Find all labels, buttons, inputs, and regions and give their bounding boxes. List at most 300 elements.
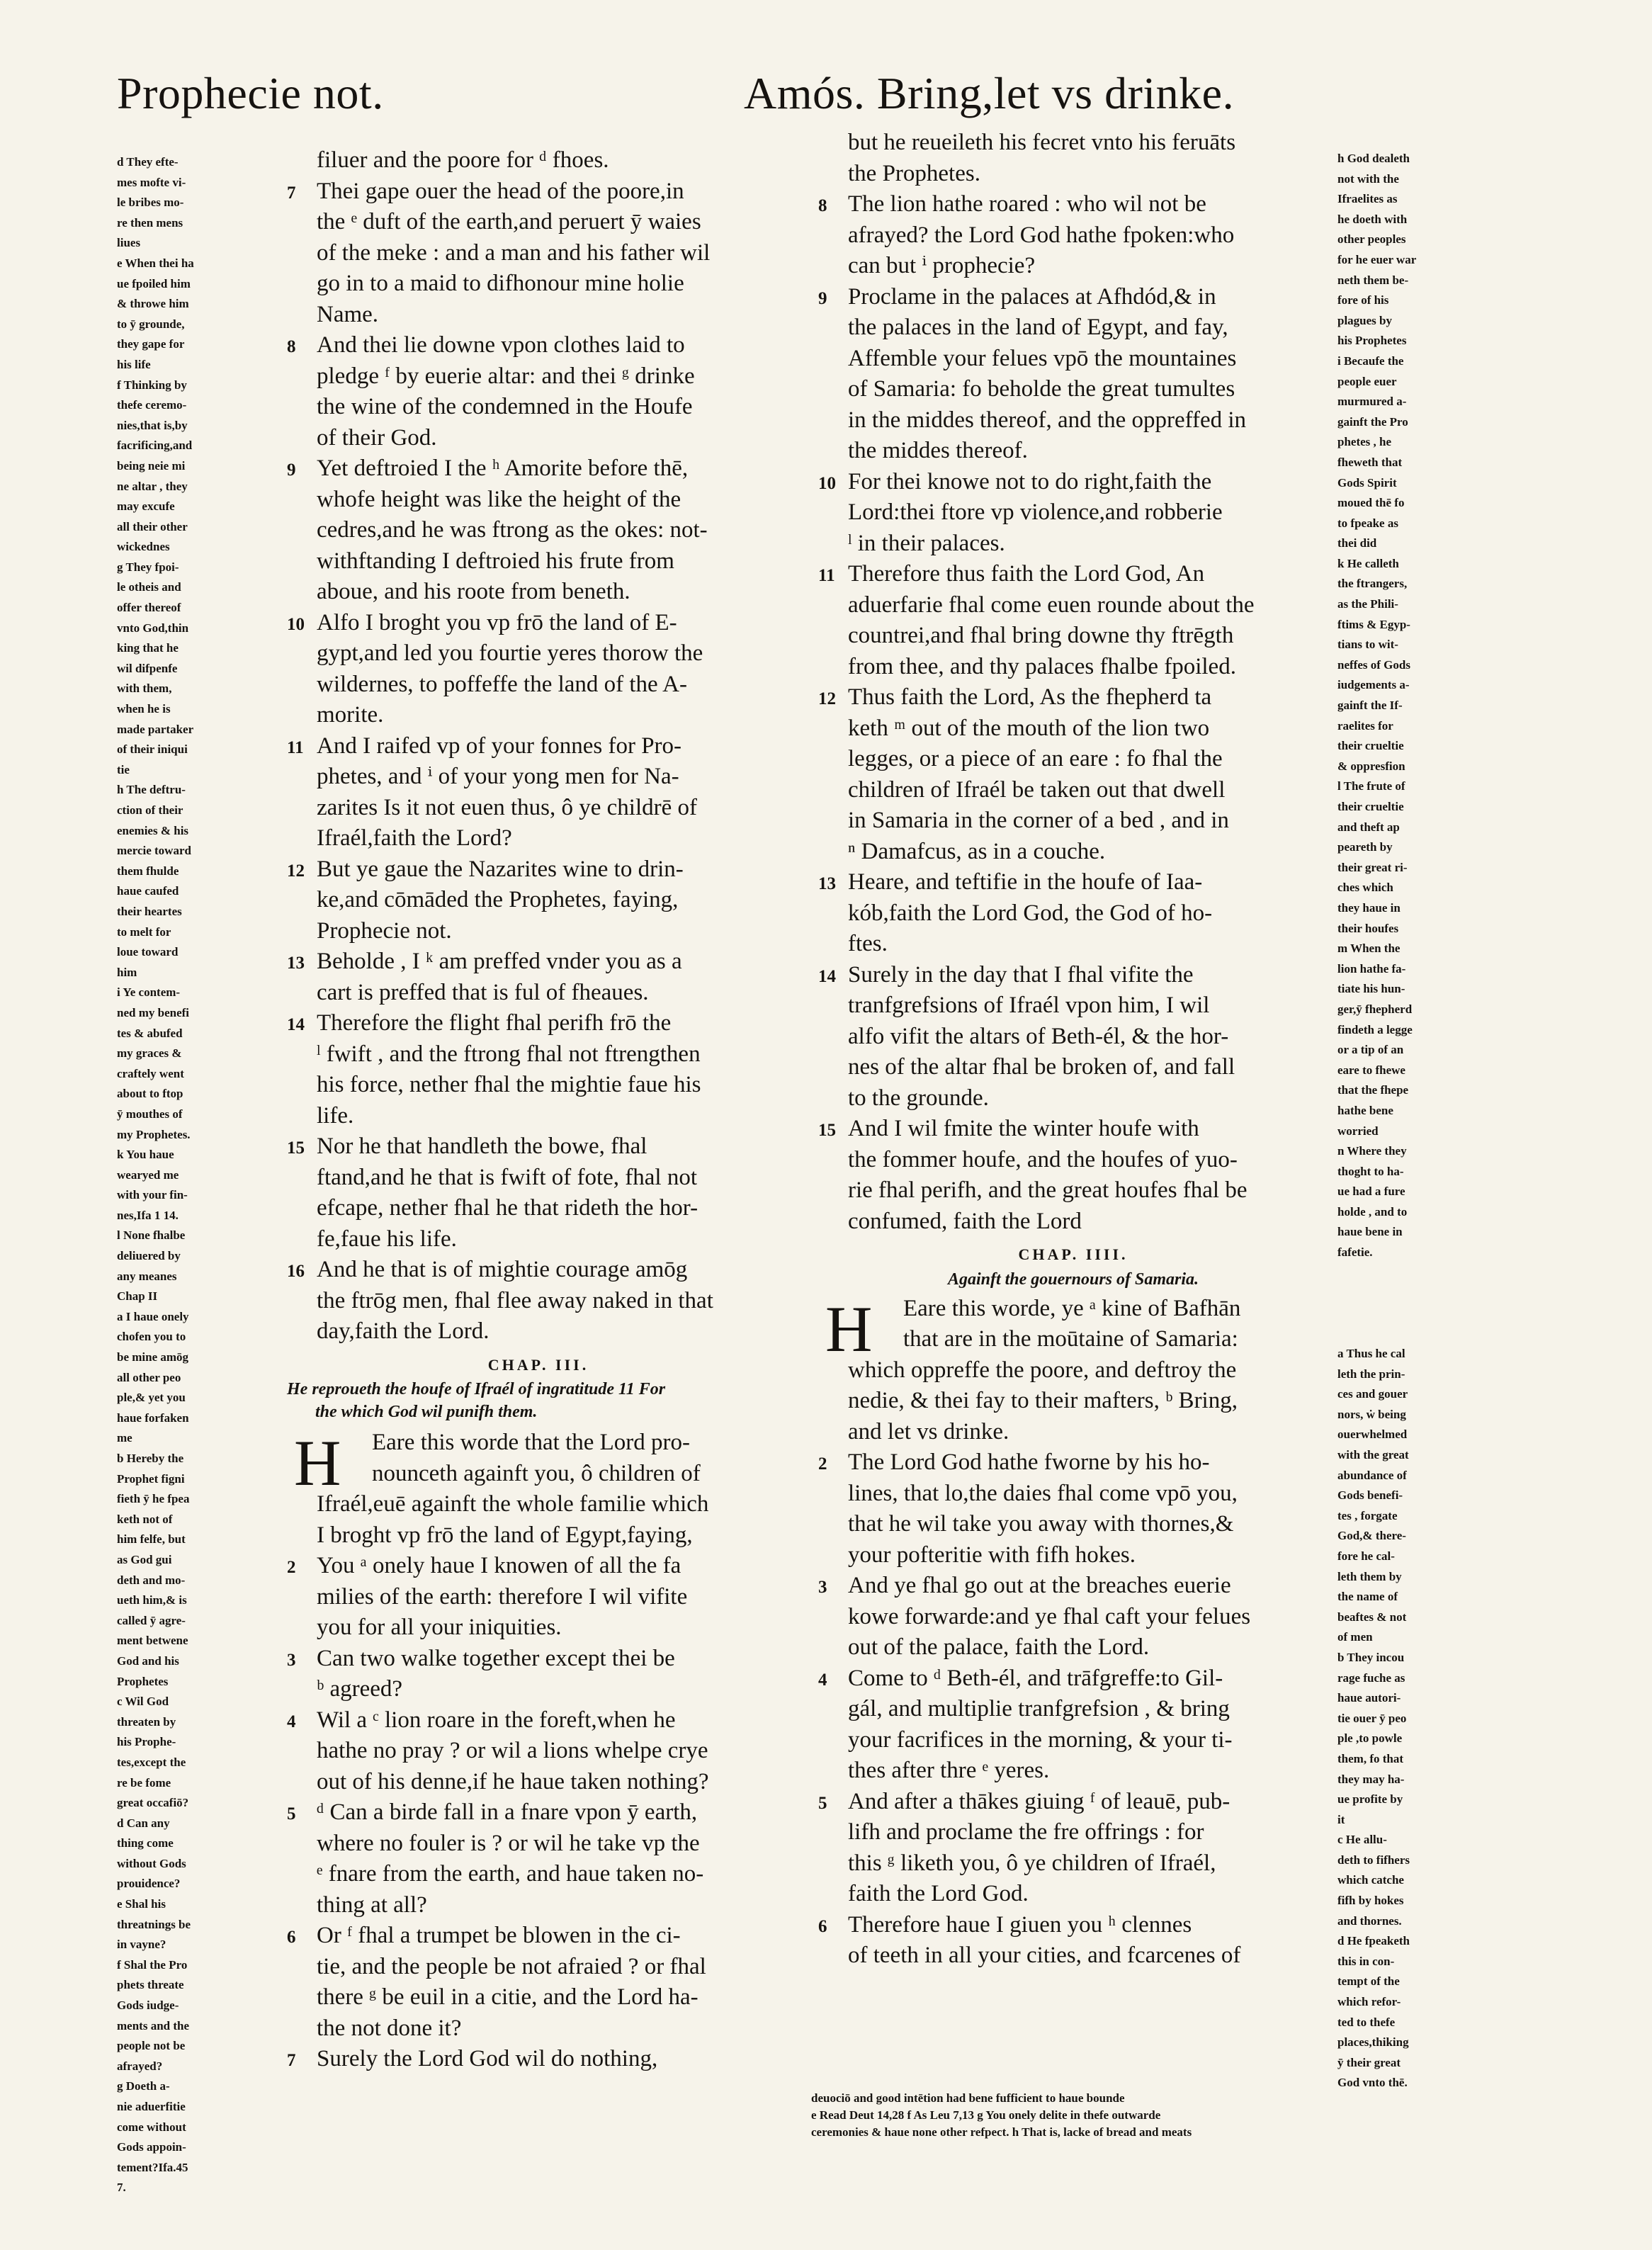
verse-number: 5 <box>818 1793 827 1813</box>
verse-text: gypt,and led you fourtie yeres thorow the <box>317 640 703 666</box>
verse-text: ⁿ Damafcus, as in a couche. <box>848 838 1106 864</box>
verse-text: phetes, and ⁱ of your yong men for Na- <box>317 764 679 789</box>
verse-text: nedie, & thei fay to their mafters, ᵇ Bring, <box>848 1388 1238 1413</box>
verse-line <box>287 762 790 793</box>
verse-text: gál, and multiplie tranfgrefsion , & bring <box>848 1696 1230 1722</box>
running-head-left: Prophecie not. <box>117 68 384 118</box>
gloss-line: to melt for <box>117 925 171 939</box>
verse-text: his force, nether fhal the mightie faue his <box>317 1072 701 1097</box>
footnote-line: e Read Deut 14,28 f As Leu 7,13 g You onely delite in thefe outwarde <box>811 2108 1161 2122</box>
gloss-line: hathe bene <box>1337 1103 1393 1117</box>
gloss-line: a Thus he cal <box>1337 1347 1405 1361</box>
verse-text: ke,and cōmāded the Prophetes, faying, <box>317 887 679 912</box>
verse-line <box>818 1022 1328 1053</box>
gloss-line: re then mens <box>117 215 183 230</box>
verse-line <box>818 1602 1328 1633</box>
gloss-line: with the great <box>1337 1448 1409 1462</box>
gloss-line: thei did <box>1337 536 1377 550</box>
verse-text: the palaces in the land of Egypt, and fay, <box>848 315 1228 340</box>
gloss-line: ne altar , they <box>117 479 188 493</box>
gloss-line: with your fin- <box>117 1188 188 1202</box>
verse-text: where no fouler is ? or wil he take vp the <box>317 1830 700 1856</box>
right-text-column <box>818 128 1328 2090</box>
amos-2-text <box>287 145 790 1347</box>
verse-text: wildernes, to poffeffe the land of the A- <box>317 671 687 697</box>
gloss-line: their crueltie <box>1337 739 1404 753</box>
verse-text: Eare this worde, ye ᵃ kine of Bafhān <box>903 1295 1241 1321</box>
verse-line <box>818 1940 1328 1972</box>
verse-number: 9 <box>818 288 827 308</box>
verse-line <box>818 867 1328 898</box>
gloss-line: which refor- <box>1337 1995 1401 2009</box>
verse-number: 5 <box>287 1804 296 1824</box>
verse-line <box>818 682 1328 713</box>
gloss-line: d He fpeaketh <box>1337 1934 1410 1948</box>
gloss-line: them, fo that <box>1337 1751 1404 1765</box>
gloss-line: me <box>117 1431 132 1445</box>
verse-line <box>818 1145 1328 1176</box>
verse-text: Come to ᵈ Beth-él, and trāfgreffe:to Gil- <box>848 1665 1223 1691</box>
verse-line <box>287 916 790 947</box>
verse-line <box>287 1674 790 1705</box>
verse-text: hathe no pray ? or wil a lions whelpe crye <box>317 1738 708 1763</box>
verse-line <box>287 1070 790 1101</box>
gloss-line: when he is <box>117 702 171 716</box>
verse-line <box>287 1316 790 1347</box>
verse-text: the not done it? <box>317 2015 462 2041</box>
gloss-line: tiate his hun- <box>1337 982 1405 996</box>
gloss-line: called ȳ agre- <box>117 1613 186 1627</box>
gloss-line: h The deftru- <box>117 783 186 797</box>
verse-number: 3 <box>287 1650 296 1670</box>
gloss-line: loue toward <box>117 945 179 959</box>
gloss-line: tes & abufed <box>117 1026 183 1040</box>
verse-line <box>287 2013 790 2045</box>
verse-line <box>818 1540 1328 1571</box>
gloss-line: murmured a- <box>1337 395 1407 409</box>
gloss-line: tians to wit- <box>1337 638 1398 652</box>
verse-text: Lord:thei ftore vp violence,and robberie <box>848 499 1223 525</box>
gloss-line: this in con- <box>1337 1954 1395 1968</box>
gloss-line: moued thē fo <box>1337 496 1405 510</box>
gloss-line: and thornes. <box>1337 1913 1402 1928</box>
verse-text: keth ᵐ out of the mouth of the lion two <box>848 715 1210 741</box>
verse-text: afrayed? the Lord God hathe fpoken:who <box>848 222 1235 248</box>
gloss-line: fieth ȳ he fpea <box>117 1492 190 1506</box>
gloss-line: i Ye contem- <box>117 985 181 1000</box>
verse-text: milies of the earth: therefore I wil vifite <box>317 1583 688 1610</box>
gloss-line: threaten by <box>117 1714 176 1729</box>
verse-text: Proclame in the palaces at Afhdód,& in <box>848 283 1216 310</box>
gloss-line: Gods iudge- <box>117 1999 179 2013</box>
gloss-line: all other peo <box>117 1370 181 1384</box>
gloss-line: people not be <box>117 2039 186 2053</box>
gloss-line: they gape for <box>117 337 185 351</box>
gloss-line: leth them by <box>1337 1569 1402 1583</box>
gloss-line: k You haue <box>117 1148 174 1162</box>
verse-line <box>287 145 790 176</box>
gloss-line: liues <box>117 236 141 250</box>
gloss-line: i Becaufe the <box>1337 354 1404 368</box>
verse-text: Or ᶠ fhal a trumpet be blowen in the ci- <box>317 1923 681 1948</box>
verse-text: lines, that lo,the daies fhal come vpō you, <box>848 1480 1238 1506</box>
verse-text: confumed, faith the Lord <box>848 1208 1082 1234</box>
verse-text: And after a thākes giuing ᶠ of leauē, pub- <box>848 1788 1230 1814</box>
gloss-line: m When the <box>1337 942 1401 956</box>
verse-number: 9 <box>287 460 296 480</box>
verse-line <box>287 1286 790 1317</box>
verse-text: out of the palace, faith the Lord. <box>848 1634 1150 1660</box>
gloss-line: king that he <box>117 641 179 655</box>
gloss-line: his Prophe- <box>117 1735 176 1749</box>
gloss-line: mercie toward <box>117 844 191 858</box>
gloss-line: any meanes <box>117 1269 177 1283</box>
gloss-line: which catche <box>1337 1873 1404 1887</box>
gloss-line: ple ,to powle <box>1337 1731 1403 1746</box>
verse-line <box>818 312 1328 344</box>
verse-line <box>287 1982 790 2013</box>
verse-line <box>287 885 790 916</box>
gloss-line: deth and mo- <box>117 1573 186 1587</box>
verse-line <box>818 1386 1328 1417</box>
verse-line <box>287 1952 790 1983</box>
verse-line <box>818 1694 1328 1725</box>
verse-text: ᵉ fnare from the earth, and haue taken no- <box>317 1861 704 1887</box>
gloss-line: his Prophetes <box>1337 334 1407 348</box>
verse-text: Beholde , I ᵏ am preffed vnder you as a <box>317 949 682 974</box>
verse-text: thing at all? <box>317 1892 427 1918</box>
verse-number: 12 <box>287 861 305 881</box>
gloss-line: my graces & <box>117 1046 182 1061</box>
verse-text: Surely the Lord God wil do nothing, <box>317 2046 658 2071</box>
verse-number: 15 <box>287 1138 305 1158</box>
verse-text: of Samaria: fo beholde the great tumultes <box>848 376 1235 402</box>
verse-text: in Samaria in the corner of a bed , and in <box>848 808 1229 833</box>
verse-line <box>287 361 790 392</box>
verse-text: Wil a ᶜ lion roare in the foreft,when he <box>317 1707 676 1733</box>
gloss-line: craftely went <box>117 1066 184 1080</box>
verse-text: lifh and proclame the fre offrings : for <box>848 1819 1204 1845</box>
gloss-line: Prophetes <box>117 1674 169 1688</box>
verse-line <box>287 1039 790 1070</box>
verse-number: 13 <box>287 954 305 973</box>
verse-text: Prophecie not. <box>317 917 452 944</box>
verse-text: You ᵃ onely haue I knowen of all the fa <box>317 1553 681 1578</box>
verse-line <box>287 1612 790 1644</box>
gloss-line: facrificing,and <box>117 439 193 453</box>
gloss-line: nors, ẇ being <box>1337 1407 1406 1421</box>
verse-line <box>818 1114 1328 1145</box>
verse-line <box>818 1175 1328 1206</box>
verse-line <box>818 1632 1328 1663</box>
verse-line <box>818 1910 1328 1941</box>
gloss-line: the name of <box>1337 1590 1398 1604</box>
verse-line <box>818 1479 1328 1510</box>
gloss-line: Ifraelites as <box>1337 192 1398 206</box>
verse-line <box>818 467 1328 498</box>
gloss-line: findeth a legge <box>1337 1022 1413 1036</box>
gloss-line: nies,that is,by <box>117 418 188 432</box>
verse-line <box>287 978 790 1009</box>
verse-line <box>818 960 1328 991</box>
verse-line <box>287 1224 790 1255</box>
verse-text: the Prophetes. <box>848 160 980 186</box>
verse-line <box>287 1828 790 1860</box>
gloss-line: to fpeake as <box>1337 516 1398 530</box>
verse-line <box>287 854 790 886</box>
gloss-line: c He allu- <box>1337 1833 1387 1847</box>
verse-line <box>818 1417 1328 1448</box>
left-text-column <box>287 145 790 2186</box>
verse-number: 4 <box>818 1670 827 1690</box>
gloss-line: their great ri- <box>1337 860 1408 874</box>
verse-text: withftanding I deftroied his frute from <box>317 548 674 574</box>
gloss-line: chofen you to <box>117 1330 186 1344</box>
gloss-line: ment betwene <box>117 1634 188 1648</box>
verse-line <box>287 1859 790 1890</box>
verse-line <box>818 559 1328 590</box>
verse-line <box>287 1489 790 1520</box>
chapter-heading-4: CHAP. IIII. <box>1018 1245 1128 1263</box>
gloss-line: haue autori- <box>1337 1691 1401 1705</box>
verse-line <box>818 1848 1328 1879</box>
gloss-line: l The frute of <box>1337 779 1405 793</box>
verse-text: But ye gaue the Nazarites wine to drin- <box>317 856 684 882</box>
verse-line <box>287 1193 790 1224</box>
verse-text: Ifraél,faith the Lord? <box>317 825 512 851</box>
gloss-line: g Doeth a- <box>117 2079 170 2093</box>
verse-text: And thei lie downe vpon clothes laid to <box>317 332 685 358</box>
gloss-line: worried <box>1337 1124 1379 1138</box>
verse-line <box>818 189 1328 220</box>
gloss-line: Gods Spirit <box>1337 475 1397 490</box>
gloss-line: raelites for <box>1337 718 1393 733</box>
gloss-line: tes,except the <box>117 1755 186 1769</box>
gloss-line: with them, <box>117 682 172 696</box>
gloss-line: haue caufed <box>117 884 179 898</box>
verse-text: Can two walke together except thei be <box>317 1645 675 1671</box>
verse-number: 7 <box>287 183 296 203</box>
gloss-line: vnto God,thin <box>117 621 189 635</box>
verse-line <box>287 176 790 208</box>
gloss-line: tement?Ifa.45 <box>117 2160 188 2174</box>
gloss-line: leth the prin- <box>1337 1367 1405 1381</box>
gloss-line: of men <box>1337 1630 1373 1644</box>
verse-text: filuer and the poore for ᵈ fhoes. <box>317 147 609 173</box>
verse-text: faith the Lord God. <box>848 1881 1029 1906</box>
verse-line <box>287 1736 790 1767</box>
verse-line <box>818 1571 1328 1602</box>
verse-number: 3 <box>818 1578 827 1597</box>
verse-number: 2 <box>287 1558 296 1577</box>
verse-text: cart is preffed that is ful of fheaues. <box>317 979 649 1005</box>
footnote-line: deuociō and good intētion had bene fufficient to haue bounde <box>811 2091 1125 2105</box>
verse-text: and let vs drinke. <box>848 1418 1009 1445</box>
verse-line <box>287 1163 790 1194</box>
verse-text: nounceth againft you, ô children of <box>372 1460 701 1486</box>
gloss-line: be mine amōg <box>117 1350 189 1364</box>
gloss-line: deth to fifhers <box>1337 1853 1410 1867</box>
verse-line <box>287 1921 790 1952</box>
gloss-line: may excufe <box>117 499 175 514</box>
gloss-line: Gods benefi- <box>1337 1488 1403 1503</box>
verse-line <box>818 344 1328 375</box>
gloss-line: ction of their <box>117 803 183 817</box>
verse-text: from thee, and thy palaces fhalbe fpoiled. <box>848 653 1236 679</box>
verse-line <box>818 1817 1328 1848</box>
gloss-line: b Hereby the <box>117 1452 184 1465</box>
verse-text: thes after thre ᵉ yeres. <box>848 1758 1050 1783</box>
verse-line <box>287 1428 790 1459</box>
verse-line <box>287 300 790 331</box>
gloss-line: him <box>117 965 137 979</box>
gloss-line: g They fpoi- <box>117 560 179 574</box>
verse-line <box>818 990 1328 1022</box>
verse-text: Therefore haue I giuen you ʰ clennes <box>848 1911 1192 1938</box>
verse-text: in the middes thereof, and the oppreffed in <box>848 407 1247 433</box>
gloss-line: to ȳ grounde, <box>117 317 185 331</box>
gloss-line: f Shal the Pro <box>117 1957 188 1972</box>
verse-line <box>287 731 790 762</box>
verse-line <box>287 1101 790 1132</box>
gloss-line: fore he cal- <box>1337 1549 1395 1563</box>
gloss-line: not with the <box>1337 171 1399 186</box>
chapter-3-text <box>287 1428 790 2075</box>
verse-line <box>287 946 790 978</box>
gloss-line: come without <box>117 2120 186 2134</box>
verse-number: 10 <box>287 614 305 634</box>
gloss-line: tie <box>117 762 130 776</box>
gloss-line: for he euer war <box>1337 252 1417 266</box>
verse-line <box>287 669 790 701</box>
verse-line <box>818 497 1328 528</box>
gloss-line: ue had a fure <box>1337 1185 1405 1199</box>
verse-number: 2 <box>818 1454 827 1474</box>
gloss-line: neffes of Gods <box>1337 657 1410 672</box>
verse-line <box>287 453 790 485</box>
gloss-line: ted to thefe <box>1337 2015 1396 2029</box>
gloss-line: b They incou <box>1337 1650 1405 1664</box>
verse-number: 14 <box>287 1015 305 1034</box>
gloss-line: the ftrangers, <box>1337 577 1408 591</box>
verse-text: ˡ fwift , and the ftrong fhal not ftrengthen <box>317 1041 701 1067</box>
amos-3-continued-text <box>818 128 1328 1237</box>
verse-text: And I raifed vp of your fonnes for Pro- <box>317 733 682 759</box>
verse-text: nes of the altar fhal be broken of, and fall <box>848 1054 1235 1080</box>
gloss-line: ftims & Egyp- <box>1337 617 1410 631</box>
verse-text: I broght vp frō the land of Egypt,faying, <box>317 1522 693 1548</box>
gloss-line <box>1337 1283 1479 1304</box>
verse-text: kowe forwarde:and ye fhal caft your felues <box>848 1603 1251 1629</box>
verse-line <box>287 238 790 269</box>
verse-text: rie fhal perifh, and the great houfes fhal be <box>848 1177 1248 1203</box>
gloss-line: plagues by <box>1337 313 1392 327</box>
gloss-line: ue fpoiled him <box>117 276 191 290</box>
chapter-4-summary: Againft the gouernours of Samaria. <box>947 1270 1199 1289</box>
gloss-line: it <box>1337 1812 1345 1826</box>
verse-line <box>818 1447 1328 1479</box>
verse-line <box>818 837 1328 868</box>
verse-text: go in to a maid to difhonour mine holie <box>317 271 684 296</box>
verse-line <box>818 220 1328 251</box>
verse-line <box>818 713 1328 745</box>
gloss-line: tie ouer ȳ peo <box>1337 1711 1407 1725</box>
gloss-line: my Prophetes. <box>117 1127 191 1141</box>
footnotes <box>811 2090 1470 2141</box>
gloss-line: k He calleth <box>1337 556 1399 570</box>
gloss-line: of their iniqui <box>117 742 188 757</box>
gloss-line: prouidence? <box>117 1877 181 1891</box>
gloss-line: wearyed me <box>117 1168 179 1182</box>
verse-text: ftes. <box>848 931 888 956</box>
verse-text: whofe height was like the height of the <box>317 486 681 512</box>
verse-text: that are in the moūtaine of Samaria: <box>903 1326 1238 1352</box>
verse-line <box>818 1663 1328 1695</box>
chapter-3-summary-line-2: the which God wil punifh them. <box>315 1403 538 1421</box>
gloss-line: threatnings be <box>117 1917 191 1931</box>
gloss-line: tes , forgate <box>1337 1508 1398 1522</box>
gloss-line: nes,Ifa 1 14. <box>117 1208 179 1222</box>
verse-text: pledge ᶠ by euerie altar: and thei ᵍ drinke <box>317 363 695 389</box>
verse-number: 10 <box>818 473 836 493</box>
verse-text: Nor he that handleth the bowe, fhal <box>317 1134 647 1159</box>
gloss-line: them fhulde <box>117 864 179 878</box>
verse-text: morite. <box>317 702 384 728</box>
verse-line <box>287 1520 790 1551</box>
gloss-line: ments and the <box>117 2018 190 2033</box>
verse-line <box>818 128 1328 159</box>
gloss-line: made partaker <box>117 722 194 736</box>
verse-text: the wine of the condemned in the Houfe <box>317 394 693 419</box>
verse-number: 7 <box>287 2051 296 2070</box>
gloss-line: nie aduerfitie <box>117 2100 186 2113</box>
verse-line <box>287 1008 790 1039</box>
verse-text: Thei gape ouer the head of the poore,in <box>317 178 684 204</box>
gloss-line: ȳ mouthes of <box>117 1107 183 1121</box>
gloss-line: phetes , he <box>1337 435 1392 449</box>
verse-text: ftand,and he that is fwift of fote, fhal not <box>317 1164 698 1190</box>
gloss-line: being neie mi <box>117 458 186 473</box>
gloss-line: all their other <box>117 519 188 533</box>
verse-line <box>818 590 1328 621</box>
gloss-line: thing come <box>117 1836 174 1850</box>
verse-text: you for all your iniquities. <box>317 1615 562 1640</box>
verse-number: 4 <box>287 1712 296 1731</box>
gloss-line: he doeth with <box>1337 212 1408 226</box>
footnote-line: ceremonies & haue none other refpect. h That is, lacke of bread and meats <box>811 2125 1192 2139</box>
verse-number: 6 <box>818 1916 827 1936</box>
verse-line <box>818 1324 1328 1355</box>
gloss-line: h God dealeth <box>1337 152 1410 165</box>
verse-line <box>818 251 1328 282</box>
gloss-line: f Thinking by <box>117 378 187 392</box>
verse-line <box>818 374 1328 405</box>
verse-line <box>818 1756 1328 1787</box>
gloss-line: ueth him,& is <box>117 1593 187 1607</box>
gloss-line: as God gui <box>117 1552 172 1566</box>
gloss-line: fifh by hokes <box>1337 1894 1404 1908</box>
gloss-line: or a tip of an <box>1337 1043 1404 1057</box>
verse-text: Therefore thus faith the Lord God, An <box>848 561 1205 587</box>
gloss-line: great occafiō? <box>117 1796 189 1810</box>
gloss-line: 7. <box>117 2181 126 2195</box>
verse-line <box>818 528 1328 560</box>
gloss-line: their crueltie <box>1337 800 1404 813</box>
gloss-line: rage fuche as <box>1337 1670 1405 1685</box>
verse-text: the ftrōg men, fhal flee away naked in that <box>317 1287 713 1313</box>
gloss-line: lion hathe fa- <box>1337 961 1406 976</box>
verse-line <box>818 775 1328 806</box>
